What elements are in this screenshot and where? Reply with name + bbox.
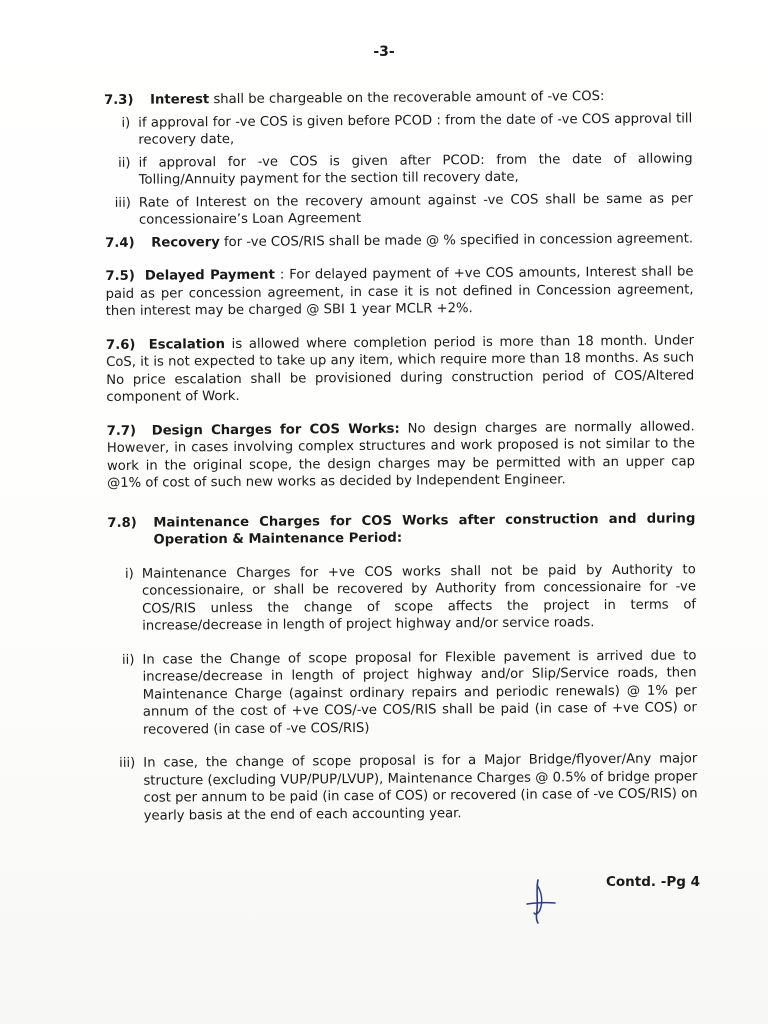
list-item: [108, 647, 697, 739]
item-number: iii): [114, 195, 131, 211]
item-number: iii): [119, 755, 136, 771]
item-text: if approval for -ve COS is given after PCOD: from the date of allowing Tolling/Annuity payment for the section till recovery date,: [138, 150, 693, 188]
item-text: Maintenance Charges for +ve COS works shall not be paid by Authority to concessionaire, or shall be recovered by Authority from concessionaire for -ve COS/RIS unless the change of scope affects the project in terms of increase/decrease in length of project highway and/or service roads.: [141, 561, 697, 634]
section-text: for -ve COS/RIS shall be made @ % specified in concession agreement.: [219, 230, 694, 250]
section-title: Design Charges for COS Works:: [151, 421, 400, 439]
page-number: -3-: [373, 44, 395, 60]
section-number: 7.7): [106, 423, 137, 439]
item-text: In case, the change of scope proposal is for a Major Bridge/flyover/Any major structure (excluding VUP/PUP/LVUP), Maintenance Charges @ 0.5% of bridge proper cost per annum to be paid (in case of COS) or recovered (in case of -ve COS/RIS) on yearly basis at the end of each accounting year.: [143, 751, 698, 824]
section-title: Recovery: [151, 234, 220, 251]
continued-note: Contd. -Pg 4: [606, 874, 700, 890]
document-body: [104, 87, 698, 825]
item-number: ii): [121, 652, 135, 668]
section-title: Interest: [150, 92, 210, 108]
section-text: shall be chargeable on the recoverable amount of -ve COS:: [209, 89, 605, 108]
section-number: 7.8): [107, 515, 137, 531]
section-title: Delayed Payment: [144, 267, 275, 284]
section-text: : For delayed payment of +ve COS amounts, Interest shall be paid as per concession agreement, in case it is not defined in Concession agreement, then interest may be charged @ SBI 1 year MCLR +2%.: [105, 264, 694, 319]
item-text: Rate of Interest on the recovery amount against -ve COS shall be same as per concessionaire’s Loan Agreement: [138, 190, 693, 228]
item-number: i): [124, 566, 134, 582]
section-text: No design charges are normally allowed. However, in cases involving complex structures and work proposed is not similar to the work in the original scope, the design charges may be permitted with an upper cap @1% of cost of such new works as decided by Independent Engineer.: [106, 418, 695, 491]
section-number: 7.6): [105, 337, 136, 353]
item-number: ii): [118, 155, 131, 171]
item-text: In case the Change of scope proposal for Flexible pavement is arrived due to increase/decrease in length of project highway and/or Slip/Service roads, then Maintenance Charge (against ordinary repairs and periodic renewals) @ 1% per annum of the cost of +ve COS/-ve COS/RIS shall be paid (in case of +ve COS) or recovered (in case of -ve COS/RIS): [142, 647, 697, 738]
section-7-7: [107, 418, 696, 493]
signature-initial: [524, 876, 558, 926]
section-7-6: [106, 332, 695, 407]
section-text: is allowed where completion period is more than 18 month. Under CoS, it is not expected to take up any item, which require more than 18 months. As such No price escalation shall be provisioned during construction period of COS/Altered component of Work.: [106, 332, 695, 405]
section-number: 7.5): [105, 268, 135, 284]
section-number: 7.4): [105, 235, 135, 251]
list-item: [104, 110, 692, 150]
section-title: Escalation: [148, 336, 226, 353]
list-item: [108, 561, 697, 636]
section-7-5: [105, 263, 693, 320]
section-number: 7.3): [104, 92, 134, 108]
list-item: [105, 190, 693, 230]
item-text: if approval for -ve COS is given before PCOD : from the date of -ve COS approval till recovery date,: [138, 110, 693, 148]
list-item: [104, 150, 692, 190]
section-title: Maintenance Charges for COS Works after construction and during Operation & Maintenance Period:: [153, 510, 696, 548]
list-item: [109, 750, 698, 825]
section-7-8: [107, 510, 695, 550]
item-number: i): [121, 115, 131, 131]
